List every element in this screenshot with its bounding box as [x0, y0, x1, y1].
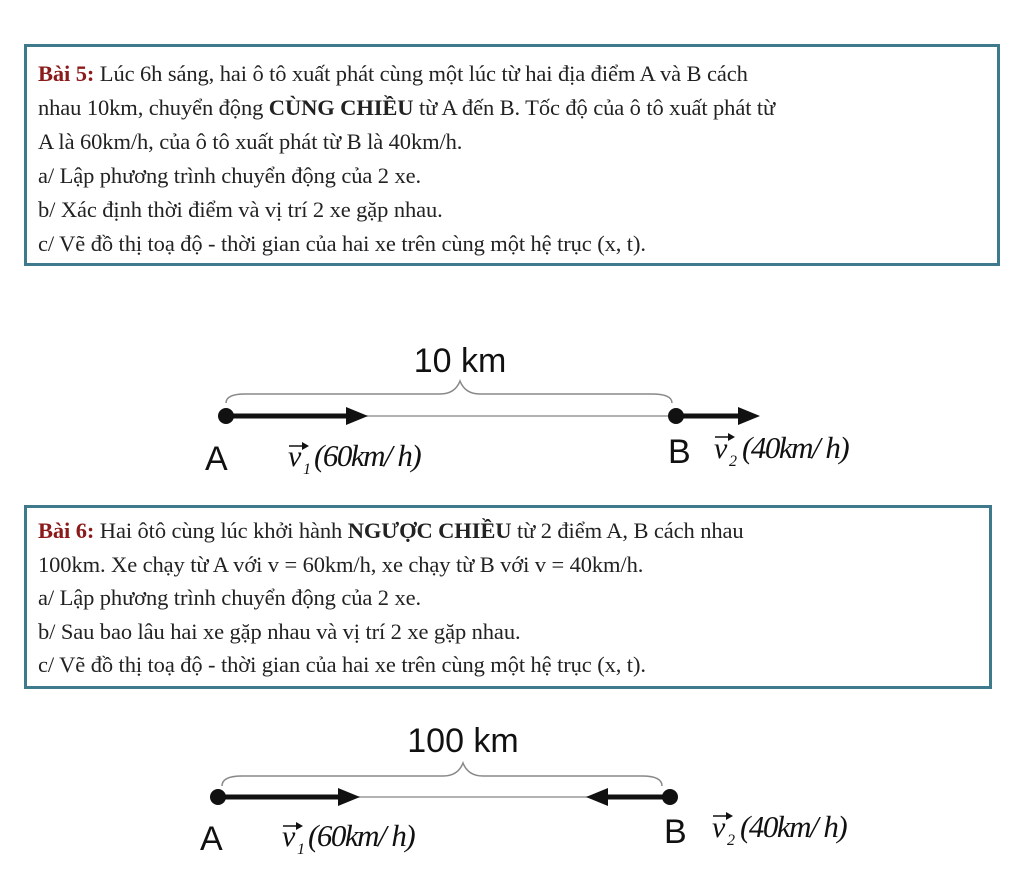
diagram-1-v2-symbol: v — [714, 432, 728, 465]
problem-6-text-1b: từ 2 điểm A, B cách nhau — [511, 518, 744, 543]
diagram-2-brace — [222, 763, 662, 786]
problem-6-question-c: c/ Vẽ đồ thị toạ độ - thời gian của hai xe trên cùng một hệ trục (x, t). — [38, 652, 646, 677]
diagram-2-v1-vector-arrowhead — [296, 822, 303, 830]
diagram-2-point-a-dot — [210, 789, 226, 805]
problem-5-direction: CÙNG CHIỀU — [268, 95, 414, 120]
diagram-2-point-b-label: B — [664, 813, 687, 851]
diagram-1-v2-subscript: 2 — [729, 453, 737, 470]
diagram-1-v1-speed: (60km/ h) — [314, 438, 421, 473]
problem-5-line-3: A là 60km/h, của ô tô xuất phát từ B là 40km/h. — [38, 129, 463, 154]
problem-6-question-b: b/ Sau bao lâu hai xe gặp nhau và vị trí 2 xe gặp nhau. — [38, 618, 521, 644]
diagram-2-v1-speed: (60km/ h) — [308, 818, 415, 853]
diagram-1-v2-speed: (40km/ h) — [742, 430, 849, 465]
diagram-1-point-a-label: A — [205, 440, 228, 478]
problem-5-heading: Bài 5: — [38, 61, 95, 86]
diagram-2-point-b-dot — [662, 789, 678, 805]
diagram-2-v2-speed: (40km/ h) — [740, 809, 847, 844]
diagram-2-v1-symbol: v — [282, 820, 296, 853]
diagram-2-v1-subscript: 1 — [297, 841, 305, 858]
diagram-1-point-b-label: B — [668, 433, 691, 471]
problem-5-question-c: c/ Vẽ đồ thị toạ độ - thời gian của hai xe trên cùng một hệ trục (x, t). — [38, 231, 646, 256]
diagram-1-v1-symbol: v — [288, 440, 302, 473]
problem-5-text-2a: nhau 10km, chuyển động — [38, 95, 269, 120]
diagram-2-v2-vector-arrowhead — [726, 812, 733, 820]
diagram-2-v2-subscript: 2 — [727, 832, 735, 849]
problem-5-text-1: Lúc 6h sáng, hai ô tô xuất phát cùng một lúc từ hai địa điểm A và B cách — [94, 61, 748, 86]
diagram-2-point-a-label: A — [200, 820, 223, 858]
problem-6-question-a: a/ Lập phương trình chuyển động của 2 xe. — [38, 585, 422, 610]
diagram-2-v2-symbol: v — [712, 811, 726, 844]
problem-6-direction: NGƯỢC CHIỀU — [347, 518, 512, 543]
problem-6-text-1a: Hai ôtô cùng lúc khởi hành — [94, 518, 348, 543]
diagram-1-distance-label: 10 km — [413, 342, 507, 380]
diagram-2-v2-arrowhead — [586, 788, 608, 806]
problem-6-heading: Bài 6: — [38, 518, 95, 543]
diagram-1-v1-subscript: 1 — [303, 461, 311, 478]
diagram-2-v1-arrowhead — [338, 788, 360, 806]
problem-5-question-b: b/ Xác định thời điểm và vị trí 2 xe gặp nhau. — [38, 197, 443, 222]
problem-5-text-2b: từ A đến B. Tốc độ của ô tô xuất phát từ — [413, 95, 776, 120]
problem-5-question-a: a/ Lập phương trình chuyển động của 2 xe. — [38, 163, 422, 188]
diagram-2-distance-label: 100 km — [407, 722, 519, 760]
problem-6-line-2: 100km. Xe chạy từ A với v = 60km/h, xe chạy từ B với v = 40km/h. — [38, 551, 644, 577]
